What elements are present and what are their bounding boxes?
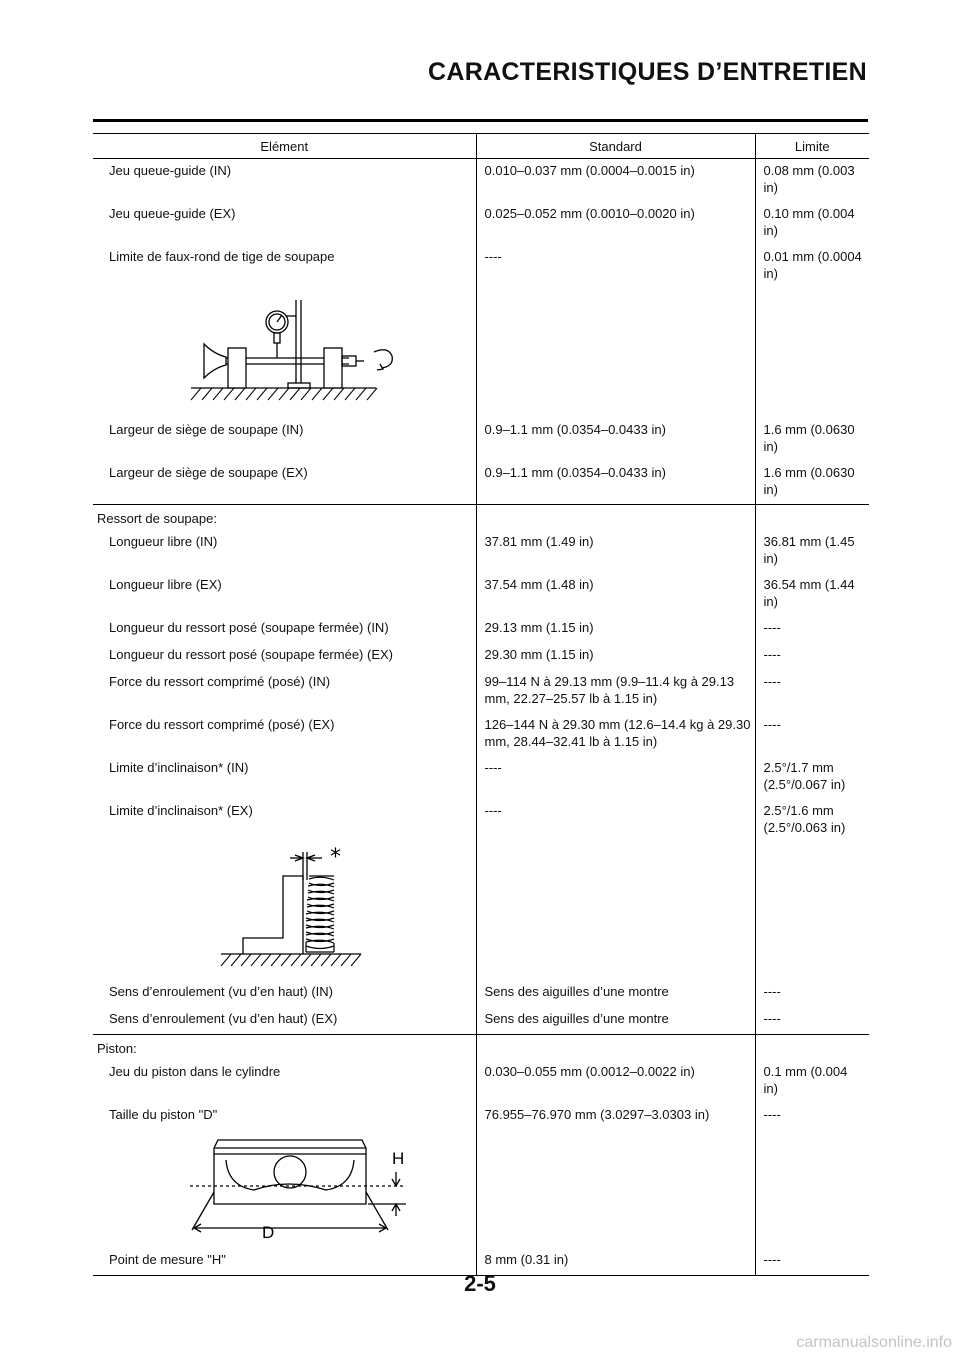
figure-cell [476, 842, 755, 980]
figure-cell [755, 1130, 869, 1248]
row-standard: ---- [476, 756, 755, 799]
row-label: Jeu queue-guide (IN) [109, 163, 232, 178]
table-row [93, 202, 869, 245]
figure-cell [93, 288, 476, 418]
row-limit: 2.5°/1.7 mm (2.5°/0.067 in) [755, 756, 869, 799]
row-label: Longueur du ressort posé (soupape fermée) (EX) [109, 647, 393, 662]
section-row [93, 505, 869, 531]
table-row [93, 461, 869, 505]
row-limit: 0.10 mm (0.004 in) [755, 202, 869, 245]
row-standard: 37.54 mm (1.48 in) [476, 573, 755, 616]
watermark: carmanualsonline.info [796, 1334, 952, 1351]
table-row [93, 670, 869, 713]
table-row [93, 799, 869, 842]
row-label: Limite d’inclinaison* (EX) [109, 803, 253, 818]
table-row [93, 1103, 869, 1130]
row-limit: ---- [755, 670, 869, 713]
table-row [93, 573, 869, 616]
page-number: 2-5 [464, 1271, 496, 1296]
row-standard: 0.9–1.1 mm (0.0354–0.0433 in) [476, 418, 755, 461]
row-standard: 0.010–0.037 mm (0.0004–0.0015 in) [476, 159, 755, 203]
table-row [93, 418, 869, 461]
row-limit: ---- [755, 616, 869, 643]
row-limit: 0.1 mm (0.004 in) [755, 1060, 869, 1103]
row-label: Force du ressort comprimé (posé) (EX) [109, 717, 335, 732]
row-standard: ---- [476, 245, 755, 288]
table-row [93, 1060, 869, 1103]
header-standard: Standard [476, 134, 755, 159]
figure-cell [93, 1130, 476, 1248]
table-row [93, 643, 869, 670]
section-row [93, 1035, 869, 1061]
piston-label-h: H [392, 1149, 405, 1168]
table-row [93, 1130, 869, 1248]
row-standard: 37.81 mm (1.49 in) [476, 530, 755, 573]
row-limit: 36.54 mm (1.44 in) [755, 573, 869, 616]
row-standard: 99–114 N à 29.13 mm (9.9–11.4 kg à 29.13 mm, 22.27–25.57 lb à 1.15 in) [476, 670, 755, 713]
row-limit: ---- [755, 1007, 869, 1035]
row-label: Jeu queue-guide (EX) [109, 206, 236, 221]
row-limit: 0.08 mm (0.003 in) [755, 159, 869, 203]
row-standard: 0.030–0.055 mm (0.0012–0.0022 in) [476, 1060, 755, 1103]
row-label: Jeu du piston dans le cylindre [109, 1064, 281, 1079]
row-limit: 1.6 mm (0.0630 in) [755, 418, 869, 461]
row-label: Force du ressort comprimé (posé) (IN) [109, 674, 331, 689]
row-standard: ---- [476, 799, 755, 842]
row-label: Longueur libre (EX) [109, 577, 222, 592]
row-limit: 36.81 mm (1.45 in) [755, 530, 869, 573]
table-row [93, 756, 869, 799]
row-standard: 0.9–1.1 mm (0.0354–0.0433 in) [476, 461, 755, 505]
page-title: CARACTERISTIQUES D’ENTRETIEN [428, 58, 867, 86]
row-label: Limite d’inclinaison* (IN) [109, 760, 249, 775]
row-standard: Sens des aiguilles d’une montre [476, 1007, 755, 1035]
header-element: Elément [93, 134, 476, 159]
row-limit: 2.5°/1.6 mm (2.5°/0.063 in) [755, 799, 869, 842]
figure-cell [476, 288, 755, 418]
row-standard: 126–144 N à 29.30 mm (12.6–14.4 kg à 29.30 mm, 28.44–32.41 lb à 1.15 in) [476, 713, 755, 756]
row-limit: ---- [755, 980, 869, 1007]
row-limit: 1.6 mm (0.0630 in) [755, 461, 869, 505]
valve-runout-figure [156, 288, 416, 418]
row-label: Point de mesure "H" [93, 1248, 476, 1276]
figure-cell [93, 842, 476, 980]
piston-measure-figure [156, 1130, 436, 1248]
table-row [93, 288, 869, 418]
row-limit: ---- [755, 713, 869, 756]
row-label: Taille du piston "D" [109, 1107, 218, 1122]
row-standard: 29.13 mm (1.15 in) [476, 616, 755, 643]
piston-label-d: D [262, 1223, 275, 1242]
row-label: Largeur de siège de soupape (IN) [109, 422, 304, 437]
title-rule [93, 119, 868, 122]
figure-cell [755, 842, 869, 980]
section-title: Piston: [93, 1035, 476, 1061]
table-header-row [93, 134, 869, 159]
row-standard: 76.955–76.970 mm (3.0297–3.0303 in) [476, 1103, 755, 1130]
row-label: Sens d’enroulement (vu d’en haut) (EX) [109, 1011, 338, 1026]
tilt-mark: * [330, 845, 341, 870]
row-standard: 29.30 mm (1.15 in) [476, 643, 755, 670]
row-limit: ---- [755, 1248, 869, 1276]
row-label: Longueur libre (IN) [109, 534, 218, 549]
figure-cell [755, 288, 869, 418]
row-standard: Sens des aiguilles d’une montre [476, 980, 755, 1007]
spec-table [93, 133, 869, 1276]
row-label: Limite de faux-rond de tige de soupape [109, 249, 335, 264]
row-label: Largeur de siège de soupape (EX) [109, 465, 308, 480]
figure-cell [476, 1130, 755, 1248]
row-standard: 8 mm (0.31 in) [476, 1248, 755, 1276]
row-label: Sens d’enroulement (vu d’en haut) (IN) [109, 984, 334, 999]
table-row [93, 1007, 869, 1035]
spring-tilt-figure [156, 842, 416, 980]
table-row [93, 245, 869, 288]
row-label: Longueur du ressort posé (soupape fermée) (IN) [109, 620, 389, 635]
table-row [93, 159, 869, 203]
row-limit: ---- [755, 643, 869, 670]
table-row [93, 980, 869, 1007]
row-limit: ---- [755, 1103, 869, 1130]
section-title: Ressort de soupape: [93, 505, 476, 531]
header-limit: Limite [755, 134, 869, 159]
row-standard: 0.025–0.052 mm (0.0010–0.0020 in) [476, 202, 755, 245]
table-row [93, 713, 869, 756]
table-row [93, 842, 869, 980]
table-row [93, 616, 869, 643]
row-limit: 0.01 mm (0.0004 in) [755, 245, 869, 288]
table-row [93, 530, 869, 573]
